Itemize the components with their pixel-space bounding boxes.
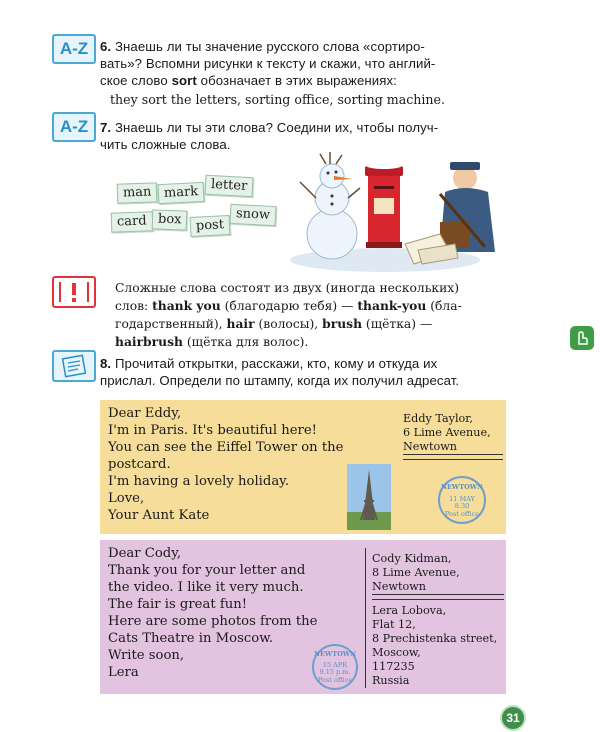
pc2-from: Moscow, — [372, 646, 421, 659]
stamp-date: 11 MAY — [449, 495, 475, 503]
pc2-from: 8 Prechistenka street, — [372, 632, 498, 645]
compound-words-rule — [115, 280, 510, 351]
rule-l2c: (благодарю тебя) — — [220, 299, 358, 313]
snowman-icon — [300, 152, 360, 259]
pc1-line: Dear Eddy, — [108, 406, 182, 421]
task-6-line3b: обозначает в этих выражениях: — [196, 73, 397, 88]
pc1-line: Your Aunt Kate — [108, 508, 210, 523]
pc2-line: Dear Cody, — [108, 546, 182, 561]
address-underline — [403, 459, 503, 460]
postman-icon — [440, 162, 495, 252]
task-7-text — [100, 119, 510, 153]
task-6-line2: вать»? Вспомни рисунки к тексту и скажи, что англий- — [100, 56, 436, 71]
pc1-line: Love, — [108, 491, 145, 506]
pc2-line: the video. I like it very much. — [108, 580, 304, 595]
rule-brush: brush — [322, 316, 363, 331]
rule-exclamation-icon — [52, 276, 96, 308]
postcard-cody-address — [372, 552, 460, 594]
pc2-line: Lera — [108, 665, 139, 680]
task-7-number: 7. — [100, 120, 112, 135]
postcard-cody-sender — [372, 604, 497, 688]
pc2-line: Cats Theatre in Moscow. — [108, 631, 274, 646]
postcard-task-icon — [52, 350, 96, 382]
stamp-top: NEWTOWN — [441, 483, 483, 491]
task-7-line1: Знаешь ли ты эти слова? Соедини их, чтобы получ- — [111, 120, 439, 135]
stamp-date: 15 APR — [322, 661, 348, 669]
pc1-addr: 6 Lime Avenue, — [403, 426, 491, 439]
pc2-line: The fair is great fun! — [108, 597, 247, 612]
task-8-line2: прислал. Определи по штампу, когда их получил адресат. — [100, 373, 460, 388]
word-card-card[interactable]: card — [111, 211, 153, 232]
rule-l3a: годарственный), — [115, 317, 227, 331]
pc2-from: Lera Lobova, — [372, 604, 447, 617]
pc2-line: Here are some photos from the — [108, 614, 318, 629]
rule-l4c: (щётка для волос). — [182, 335, 309, 349]
pc2-from: 117235 — [372, 660, 415, 673]
rule-l2a: слов: — [115, 299, 153, 313]
rule-l3d: (щётка) — — [362, 317, 433, 331]
task-6-line3a: ское слово — [100, 73, 172, 88]
rule-l2d: (бла- — [426, 299, 462, 313]
stamp-bottom: Post office — [317, 676, 353, 684]
snowman-postbox-postman-illustration — [290, 152, 510, 274]
word-card-man[interactable]: man — [117, 182, 158, 203]
pc1-addr: Newtown — [403, 440, 457, 453]
pc2-from: Russia — [372, 674, 410, 687]
stamp-top: NEWTOWN — [314, 650, 356, 658]
task-7-line2: чить сложные слова. — [100, 137, 231, 152]
side-tab-hand-icon[interactable] — [570, 326, 594, 350]
pc1-line: You can see the Eiffel Tower on the — [108, 440, 344, 455]
rule-l3c: (волосы), — [254, 317, 323, 331]
postbox-icon — [365, 161, 403, 248]
task-8-number: 8. — [100, 356, 112, 371]
stamp-bottom: Post office — [444, 510, 480, 518]
postcard-cody-message — [108, 545, 317, 681]
rule-hair: hair — [226, 316, 255, 331]
pc2-to: 8 Lime Avenue, — [372, 566, 460, 579]
pc2-from: Flat 12, — [372, 618, 416, 631]
pc2-to: Newtown — [372, 580, 426, 593]
task-6-text — [100, 38, 510, 89]
word-card-box[interactable]: box — [152, 209, 188, 230]
postmark-stamp — [312, 644, 358, 690]
pc2-line: Write soon, — [108, 648, 185, 663]
postmark-stamp — [438, 476, 486, 524]
az-dictionary-icon: A-Z — [52, 34, 96, 64]
postcard-eddy — [100, 400, 506, 534]
pc1-line: I'm in Paris. It's beautiful here! — [108, 423, 317, 438]
task-8-line1: Прочитай открытки, расскажи, кто, кому и откуда их — [111, 356, 438, 371]
task-6-keyword: sort — [171, 73, 197, 88]
stamp-time: 8.30 — [454, 502, 470, 510]
word-card-post[interactable]: post — [190, 215, 231, 237]
task-6-number: 6. — [100, 39, 112, 54]
postcard-eddy-address — [403, 412, 491, 454]
rule-thank-you-compound: thank-you — [357, 298, 427, 313]
address-underline — [403, 454, 503, 455]
word-card-letter[interactable]: letter — [205, 175, 254, 197]
rule-thank-you: thank you — [152, 298, 221, 313]
pc1-line: I'm having a lovely holiday. — [108, 474, 290, 489]
postcard-cody — [100, 540, 506, 694]
eiffel-tower-photo — [347, 464, 391, 530]
pc1-line: postcard. — [108, 457, 171, 472]
postcard-divider — [365, 548, 366, 688]
pc2-line: Thank you for your letter and — [108, 563, 306, 578]
pc1-addr: Eddy Taylor, — [403, 412, 473, 425]
page-number: 31 — [500, 705, 526, 731]
task-6-line1: Знаешь ли ты значение русского слова «сортиро- — [111, 39, 425, 54]
task-6-examples: they sort the letters, sorting office, sorting machine. — [110, 92, 445, 107]
az-dictionary-icon: A-Z — [52, 112, 96, 142]
word-card-snow[interactable]: snow — [230, 204, 277, 226]
rule-hairbrush: hairbrush — [115, 334, 183, 349]
pc2-to: Cody Kidman, — [372, 552, 452, 565]
stamp-time: 9.15 p.m. — [319, 668, 351, 676]
word-card-mark[interactable]: mark — [158, 182, 205, 204]
task-8-text — [100, 355, 510, 389]
address-underline — [372, 599, 504, 600]
address-underline — [372, 594, 504, 595]
postcard-eddy-message — [108, 405, 343, 524]
rule-line1: Сложные слова состоят из двух (иногда нескольких) — [115, 281, 460, 295]
